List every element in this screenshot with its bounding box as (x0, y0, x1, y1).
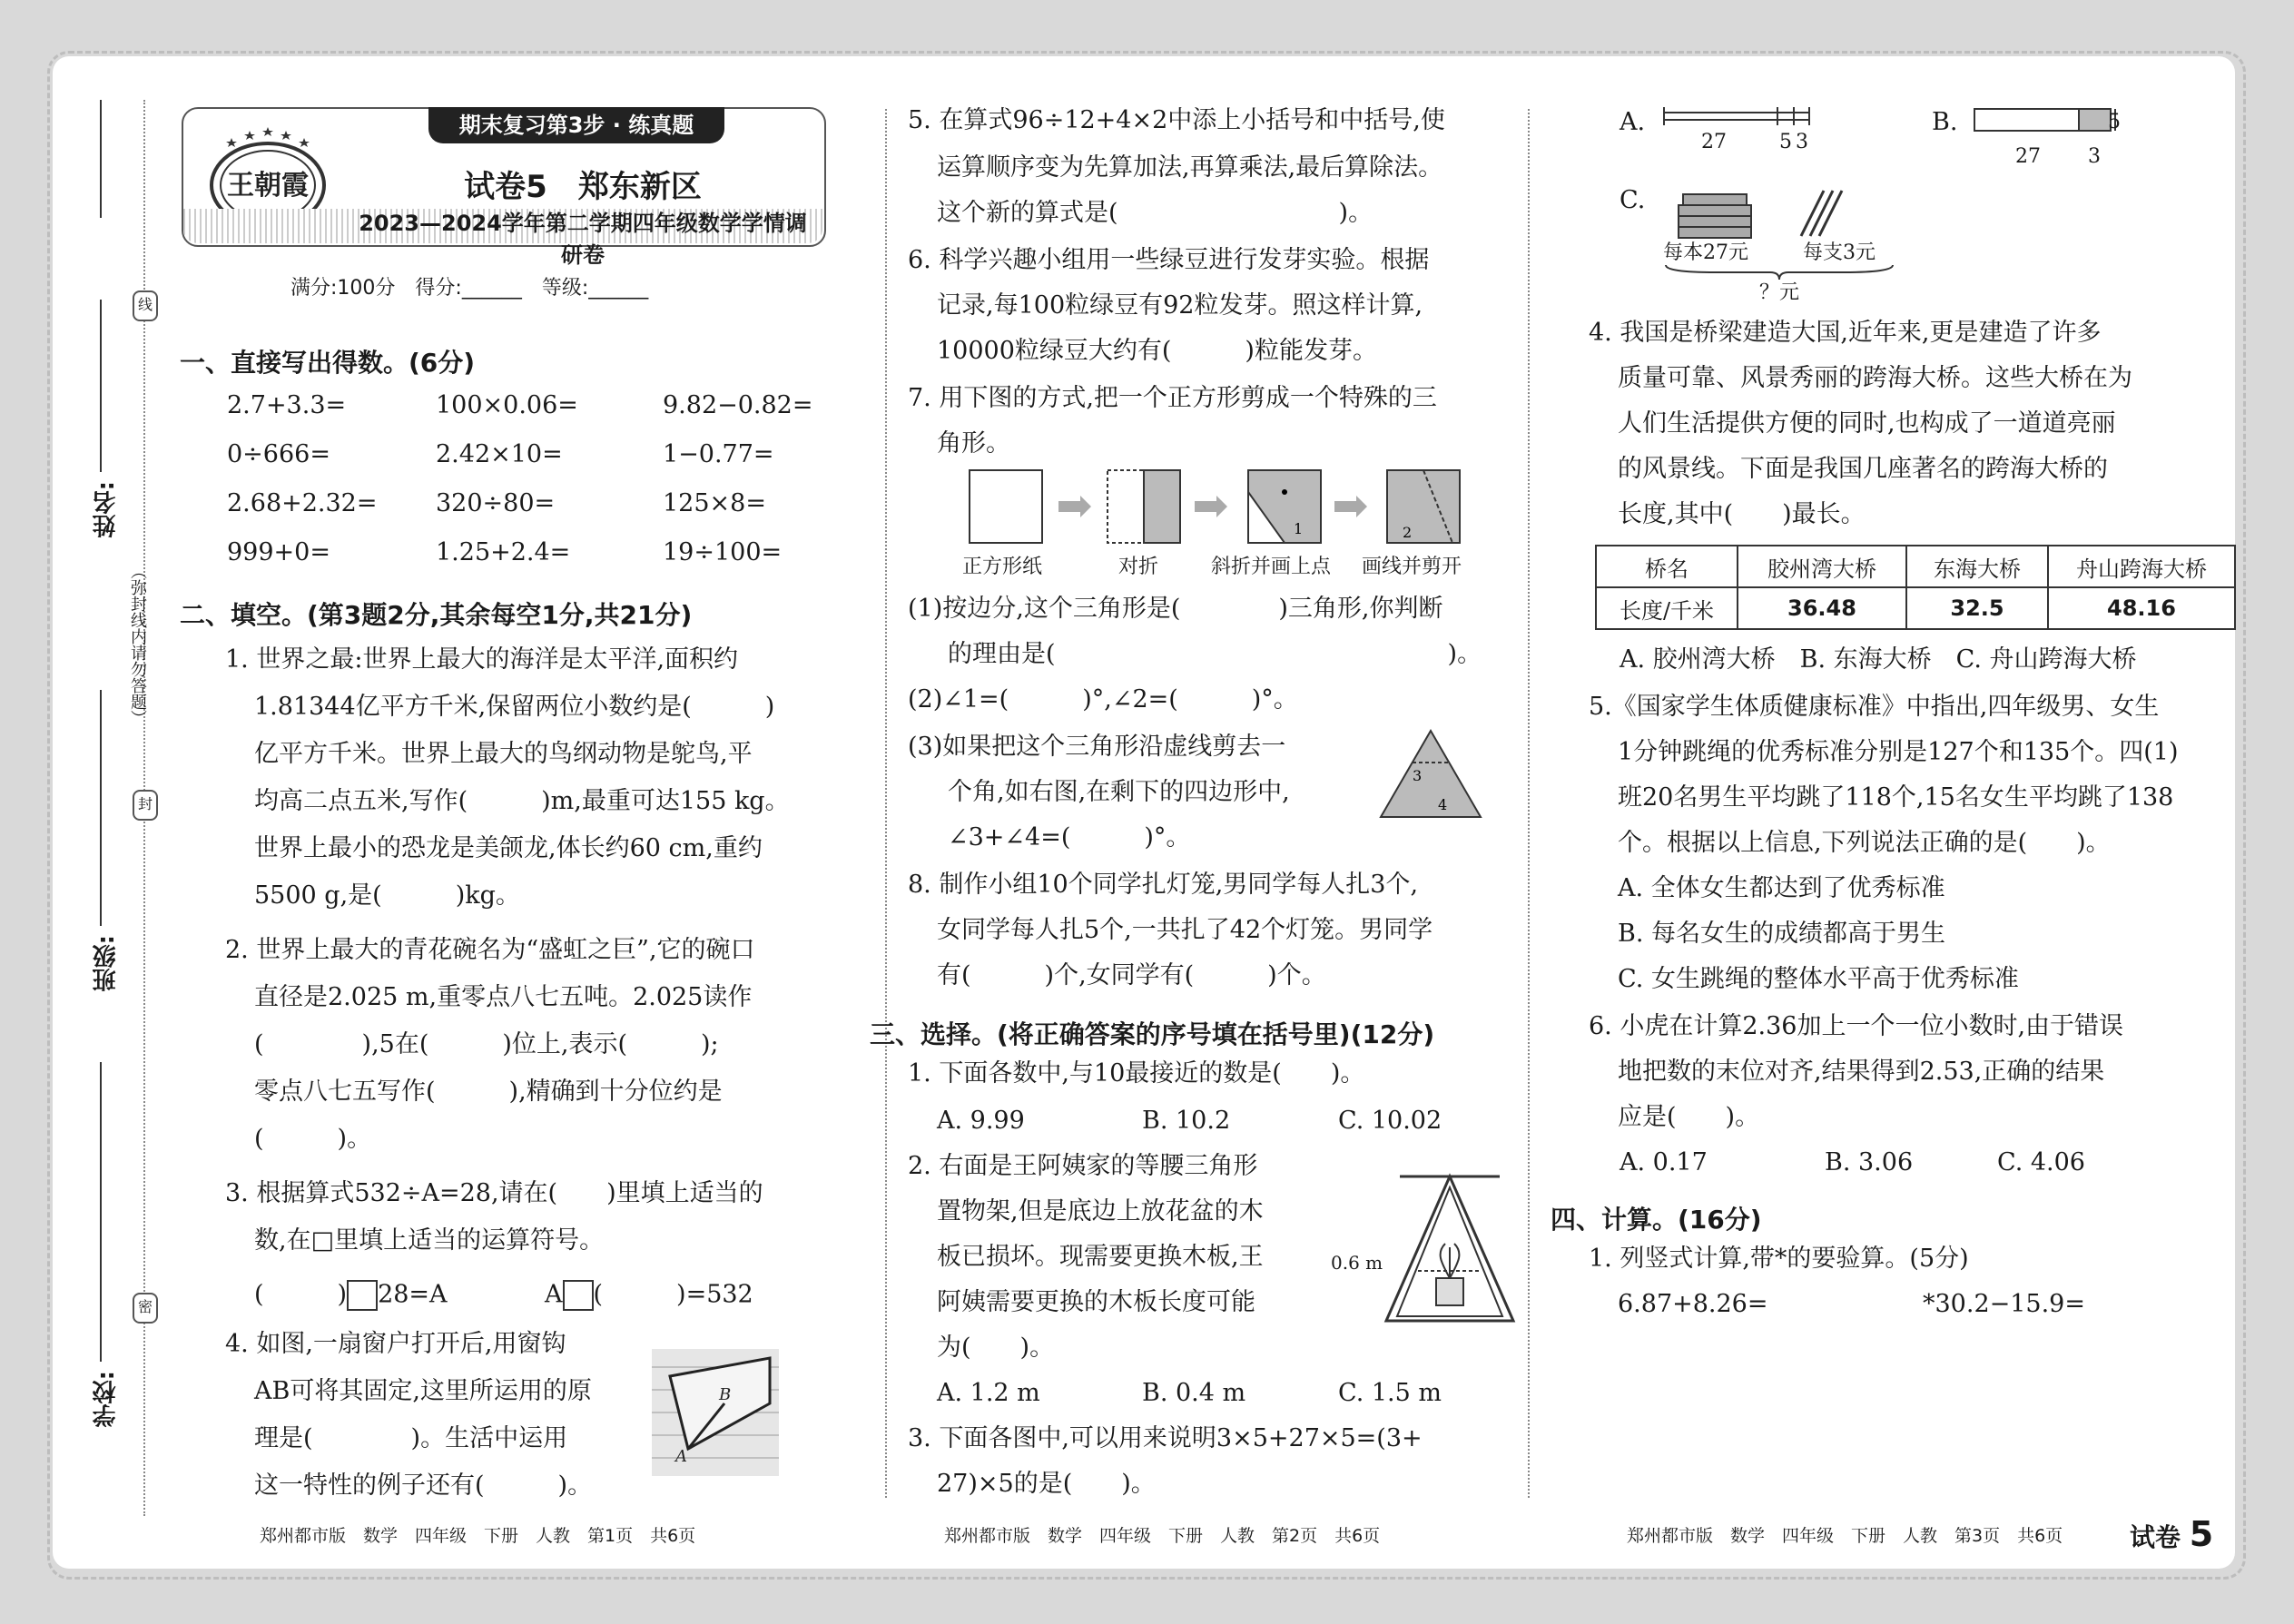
calc-item: 0÷666= (227, 440, 330, 468)
total-brace-icon (1661, 263, 1897, 281)
q4-line: AB可将其固定,这里所运用的原 (254, 1377, 592, 1405)
calc-item: 320÷80= (436, 489, 556, 517)
exam-subtitle: 2023—2024学年第二学期四年级数学学情调研卷 (359, 211, 807, 268)
q5-line: 运算顺序变为先算加法,再算乘法,最后算除法。 (937, 153, 1443, 182)
school-field-line (100, 1062, 102, 1362)
operator-box[interactable] (563, 1280, 594, 1311)
q6-line: 10000粒绿豆大约有( )粒能发芽。 (937, 337, 1377, 365)
q6-line: 记录,每100粒绿豆有92粒发芽。照这样计算, (937, 291, 1423, 320)
option-a-label[interactable]: A. (1620, 108, 1646, 136)
section-2-title: 二、填空。(第3题2分,其余每空1分,共21分) (180, 600, 693, 630)
table-row (1596, 546, 2235, 587)
exam-badge-label: 试卷 (2130, 1522, 2181, 1552)
q3-blank: ( ) (254, 1280, 348, 1309)
table-cell: 36.48 (1738, 587, 1906, 629)
q6-line: 6. 科学兴趣小组用一些绿豆进行发芽实验。根据 (908, 246, 1430, 274)
choice-option[interactable]: C. 10.02 (1338, 1107, 1442, 1135)
choice-q2-line: 置物架,但是底边上放花盆的木 (937, 1197, 1264, 1225)
seal-tag-seal: 封 (133, 790, 158, 821)
choice-option[interactable]: B. 3.06 (1825, 1148, 1914, 1176)
choice-option[interactable]: C. 1.5 m (1338, 1379, 1442, 1407)
table-row (1596, 587, 2235, 629)
choice-option[interactable]: C. 女生跳绳的整体水平高于优秀标准 (1618, 965, 2019, 993)
option-b-label[interactable]: B. (1932, 108, 1958, 136)
choice-option[interactable]: A. 全体女生都达到了优秀标准 (1618, 874, 1945, 902)
school-label: 学校: (93, 1371, 120, 1428)
calc-item: 2.68+2.32= (227, 489, 378, 517)
q5-line: 5. 在算式96÷12+4×2中添上小括号和中括号,使 (908, 106, 1445, 134)
option-b-num: 3 (2088, 145, 2101, 168)
q2-line: 2. 世界上最大的青花碗名为“盛虹之巨”,它的碗口 (225, 936, 755, 964)
jump-q-line: 班20名男生平均跳了118个,15名女生平均跳了138 (1618, 783, 2174, 812)
class-field-line (100, 690, 102, 926)
svg-text:B: B (719, 1385, 732, 1404)
q4-line: 4. 如图,一扇窗户打开后,用窗钩 (225, 1330, 566, 1358)
q3-eq2-rest: ( )=532 (593, 1280, 753, 1309)
svg-text:A: A (675, 1447, 687, 1466)
decimal-q-line: 应是( )。 (1618, 1103, 1760, 1131)
q3-line: 数,在□里填上适当的运算符号。 (254, 1226, 605, 1255)
q2-line: 零点八七五写作( ),精确到十分位约是 (254, 1078, 723, 1106)
calc-item: 2.42×10= (436, 440, 563, 468)
shelf-height-label: 0.6 m (1331, 1252, 1383, 1274)
square-folding-diagram (944, 465, 1507, 556)
svg-text:3: 3 (1413, 767, 1423, 784)
jump-q-line: 个。根据以上信息,下列说法正确的是( )。 (1618, 829, 2111, 857)
calc-item: 125×8= (663, 489, 766, 517)
jump-q-line: 1分钟跳绳的优秀标准分别是127个和135个。四(1) (1618, 738, 2179, 766)
choice-option[interactable]: B. 10.2 (1142, 1107, 1231, 1135)
q1-line: 亿平方千米。世界上最大的鸟纲动物是鸵鸟,平 (254, 740, 753, 768)
column-divider (885, 109, 887, 1498)
svg-text:2: 2 (1403, 524, 1413, 541)
q8-line: 女同学每人扎5个,一共扎了42个灯笼。男同学 (937, 916, 1433, 944)
operator-box[interactable] (347, 1280, 378, 1311)
calc-item: 9.82−0.82= (663, 391, 813, 419)
vertical-calc-item: *30.2−15.9= (1923, 1290, 2085, 1318)
option-a-num: 27 (1701, 131, 1727, 153)
footer-page-2: 郑州都市版 数学 四年级 下册 人教 第2页 共6页 (944, 1526, 1381, 1546)
q3-line: 3. 根据算式532÷A=28,请在( )里填上适当的 (225, 1179, 763, 1207)
choice-option[interactable]: A. 9.99 (937, 1107, 1025, 1135)
q3-equation-2 (545, 1280, 753, 1311)
choice-option[interactable]: A. 1.2 m (937, 1379, 1040, 1407)
exam-badge (2130, 1514, 2213, 1554)
binding-line (100, 100, 102, 218)
choice-q1: 1. 下面各数中,与10最接近的数是( )。 (908, 1059, 1365, 1088)
calc-item: 1−0.77= (663, 440, 774, 468)
choice-q2-line: 阿姨需要更换的木板长度可能 (937, 1288, 1255, 1316)
q8-line: 8. 制作小组10个同学扎灯笼,男同学每人扎3个, (908, 871, 1419, 899)
bridge-q-line: 人们生活提供方便的同时,也构成了一道道亮丽 (1618, 409, 2116, 438)
calc-item: 19÷100= (663, 538, 783, 566)
exam-title: 试卷5 郑东新区 (464, 169, 702, 205)
option-a-num: 5 (1779, 131, 1792, 153)
bridge-q-line: 4. 我国是桥梁建造大国,近年来,更是建造了许多 (1589, 319, 2102, 347)
q7-line: 7. 用下图的方式,把一个正方形剪成一个特殊的三 (908, 384, 1437, 412)
exam-header (182, 107, 826, 268)
q3-eq2-a: A (545, 1280, 563, 1309)
table-cell: 48.16 (2048, 587, 2235, 629)
decimal-q-line: 6. 小虎在计算2.36加上一个一位小数时,由于错误 (1589, 1012, 2124, 1040)
choice-q2-line: 2. 右面是王阿姨家的等腰三角形 (908, 1152, 1258, 1180)
svg-text:1: 1 (1294, 520, 1304, 537)
choice-q2-line: 板已损坏。现需要更换木板,王 (937, 1243, 1264, 1271)
choice-q3-line: 3. 下面各图中,可以用来说明3×5+27×5=(3+ (908, 1424, 1423, 1452)
choice-option[interactable]: A. 0.17 (1620, 1148, 1708, 1176)
q1-line: 1.81344亿平方千米,保留两位小数约是( ) (254, 693, 775, 721)
choice-q2-line: 为( )。 (937, 1334, 1055, 1362)
table-cell: 32.5 (1906, 587, 2048, 629)
option-c-label[interactable]: C. (1620, 186, 1646, 214)
q7-sub-line: ∠3+∠4=( )°。 (948, 823, 1191, 851)
score-line: 满分:100分 得分:______ 等级:______ (290, 277, 649, 300)
q2-line: ( ),5在( )位上,表示( ); (254, 1030, 719, 1058)
seal-note: （弥封线内请勿答题） (128, 563, 147, 726)
seal-tag-secret: 密 (133, 1293, 158, 1324)
triangle-shelf-figure (1382, 1171, 1518, 1325)
q8-line: 有( )个,女同学有( )个。 (937, 961, 1326, 989)
option-a-num: 3 (1796, 131, 1808, 153)
q1-line: 5500 g,是( )kg。 (254, 881, 520, 910)
bridge-options[interactable]: A. 胶州湾大桥 B. 东海大桥 C. 舟山跨海大桥 (1620, 645, 2137, 674)
bridge-table (1595, 545, 2236, 630)
q2-line: ( )。 (254, 1125, 372, 1153)
table-header-cell: 东海大桥 (1906, 546, 2048, 587)
fold-step-label: 画线并剪开 (1362, 556, 1462, 578)
window-hook-figure (652, 1349, 779, 1476)
decimal-q-line: 地把数的末位对齐,结果得到2.53,正确的结果 (1618, 1058, 2105, 1086)
svg-text:4: 4 (1438, 796, 1448, 813)
bridge-q-line: 质量可靠、风景秀丽的跨海大桥。这些大桥在为 (1618, 364, 2132, 392)
q1-line: 均高二点五米,写作( )m,最重可达155 kg。 (254, 787, 790, 815)
q7-sub-line: (1)按边分,这个三角形是( )三角形,你判断 (908, 595, 1443, 623)
svg-text:王朝霞: 王朝霞 (227, 170, 309, 202)
jump-q-line: 5.《国家学生体质健康标准》中指出,四年级男、女生 (1589, 693, 2160, 721)
table-header-cell: 桥名 (1596, 546, 1738, 587)
cut-triangle-figure (1376, 726, 1485, 826)
table-header-cell: 舟山跨海大桥 (2048, 546, 2235, 587)
q5-line: 这个新的算式是( )。 (937, 199, 1373, 227)
fold-step-label: 斜折并画上点 (1211, 556, 1332, 578)
q2-line: 直径是2.025 m,重零点八七五吨。2.025读作 (254, 983, 753, 1011)
exam-badge-number: 5 (2189, 1514, 2214, 1554)
calc-item: 1.25+2.4= (436, 538, 571, 566)
q4-line: 理是( )。生活中运用 (254, 1424, 568, 1452)
bridge-q-line: 长度,其中( )最长。 (1618, 500, 1866, 528)
q7-sub-line: 个角,如右图,在剩下的四边形中, (948, 778, 1290, 806)
fold-step-label: 对折 (1118, 556, 1159, 578)
choice-option[interactable]: B. 0.4 m (1142, 1379, 1246, 1407)
footer-page-1: 郑州都市版 数学 四年级 下册 人教 第1页 共6页 (260, 1526, 696, 1546)
q7-sub-line: (3)如果把这个三角形沿虚线剪去一 (908, 733, 1286, 761)
section-3-title: 三、选择。(将正确答案的序号填在括号里)(12分) (870, 1019, 1435, 1049)
calc-item: 100×0.06= (436, 391, 578, 419)
q4-line: 这一特性的例子还有( )。 (254, 1471, 593, 1500)
calc-instruction: 1. 列竖式计算,带*的要验算。(5分) (1589, 1245, 1969, 1273)
bridge-q-line: 的风景线。下面是我国几座著名的跨海大桥的 (1618, 455, 2108, 483)
vertical-calc-item: 6.87+8.26= (1618, 1290, 1768, 1318)
pen-price-label: 每支3元 (1803, 241, 1876, 264)
q3-eq1-rest: 28=A (378, 1280, 448, 1309)
choice-q3-line: 27)×5的是( )。 (937, 1470, 1156, 1498)
q7-sub-line: 的理由是( )。 (948, 640, 1482, 668)
class-label: 班级: (93, 935, 120, 992)
option-b-num: 27 (2015, 145, 2041, 168)
q1-line: 世界上最小的恐龙是美颌龙,体长约60 cm,重约 (254, 834, 763, 862)
fold-step-label: 正方形纸 (962, 556, 1043, 578)
calc-item: 2.7+3.3= (227, 391, 347, 419)
footer-page-3: 郑州都市版 数学 四年级 下册 人教 第3页 共6页 (1627, 1526, 2063, 1546)
total-price-label: ？元 (1759, 281, 1800, 304)
review-step-band: 期末复习第3步 · 练真题 (428, 107, 724, 143)
table-cell: 长度/千米 (1596, 587, 1738, 629)
name-label: 姓名: (93, 481, 120, 538)
name-field-line (100, 300, 102, 472)
seal-tag-line: 线 (133, 290, 158, 321)
q7-line: 角形。 (937, 429, 1010, 458)
q1-line: 1. 世界之最:世界上最大的海洋是太平洋,面积约 (225, 645, 739, 674)
table-header-cell: 胶州湾大桥 (1738, 546, 1906, 587)
q7-sub-line: (2)∠1=( )°,∠2=( )°。 (908, 685, 1298, 714)
q3-equation-1 (254, 1280, 448, 1311)
calc-item: 999+0= (227, 538, 330, 566)
book-price-label: 每本27元 (1663, 241, 1748, 264)
section-1-title: 一、直接写出得数。(6分) (180, 348, 476, 378)
column-divider (1528, 109, 1530, 1498)
choice-option[interactable]: C. 4.06 (1997, 1148, 2085, 1176)
option-b-num: 5 (2108, 111, 2121, 133)
choice-option[interactable]: B. 每名女生的成绩都高于男生 (1618, 920, 1946, 948)
section-4-title: 四、计算。(16分) (1551, 1205, 1762, 1235)
